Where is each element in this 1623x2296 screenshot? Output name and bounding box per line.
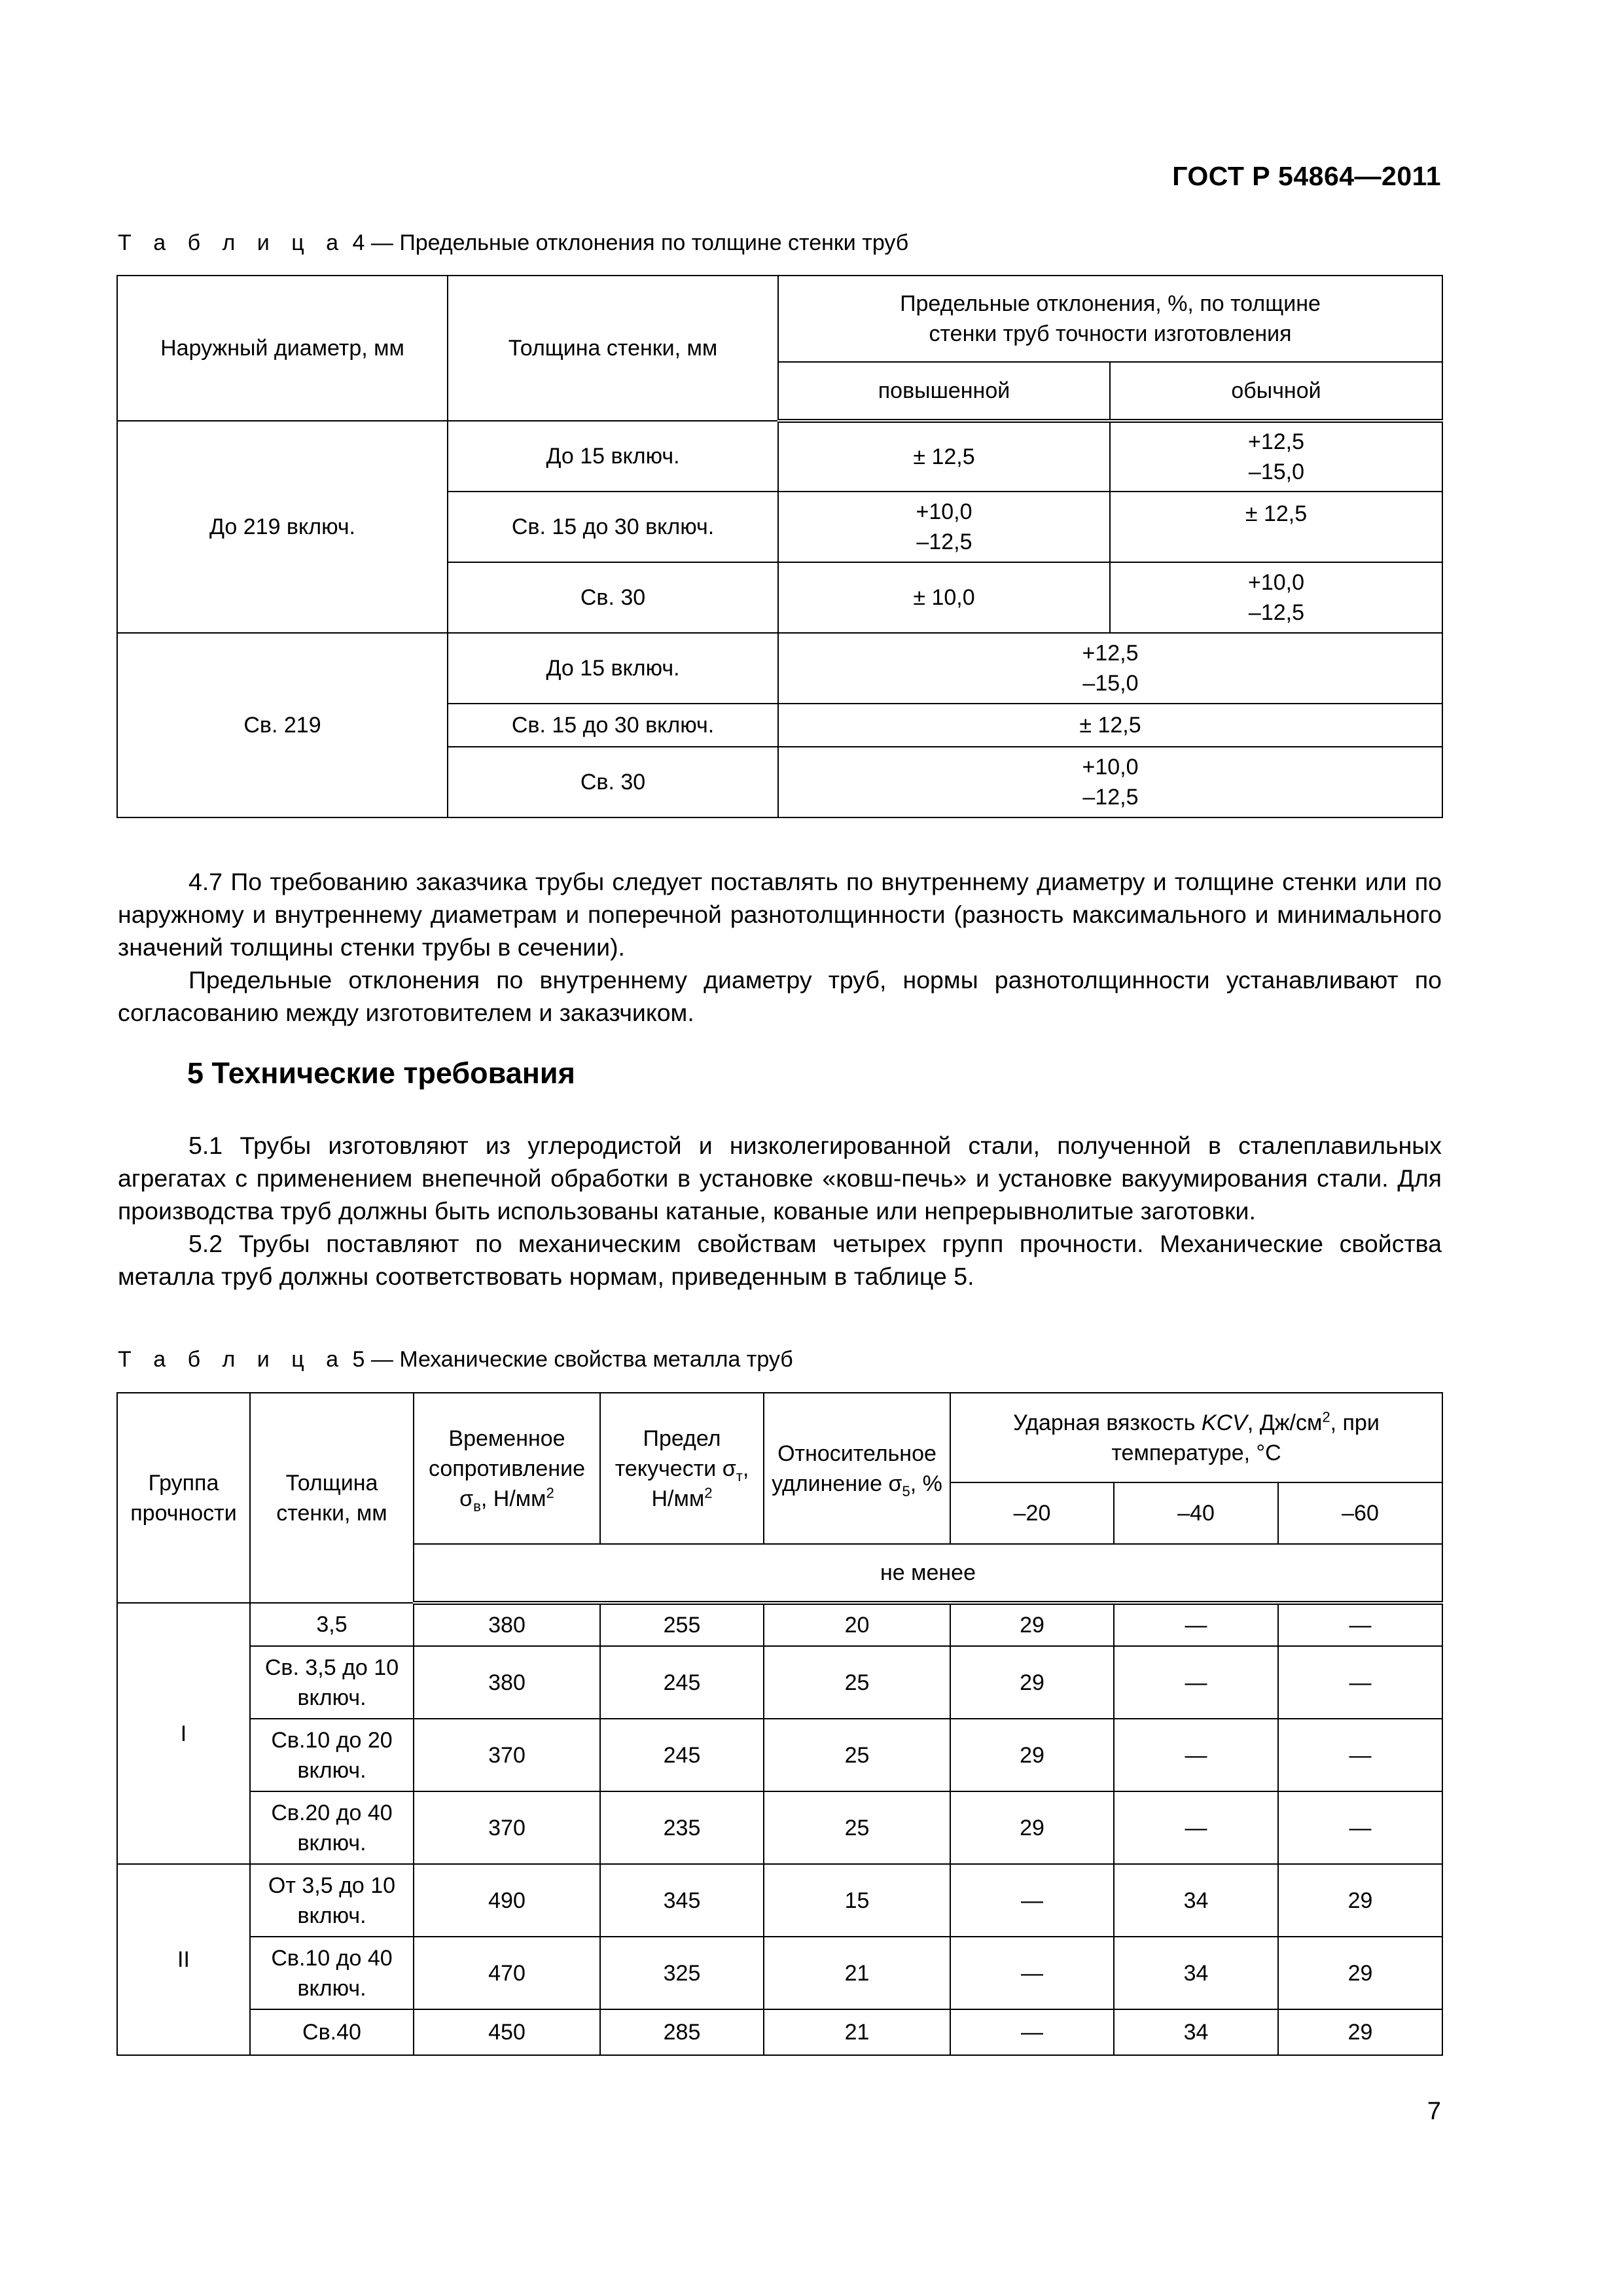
table-row	[117, 2009, 1442, 2055]
tensile-sub: в	[473, 1498, 481, 1515]
cell-tensile: 370	[414, 1791, 600, 1864]
impact-sup: 2	[1322, 1408, 1330, 1426]
cell-kcv-20: —	[950, 1937, 1114, 2009]
cell-thickness: До 15 включ.	[448, 633, 778, 704]
cell-tensile: 450	[414, 2009, 600, 2055]
cell-tensile: 370	[414, 1719, 600, 1791]
table5-caption	[118, 1347, 793, 1372]
cell-thickness: Св. 3,5 до 10 включ.	[250, 1646, 414, 1719]
table-row	[117, 1603, 1442, 1646]
cell-group: II	[117, 1864, 250, 2055]
col-header-tolerance-group: Предельные отклонения, %, по толщине стенки труб точности изготовления	[778, 276, 1442, 362]
cell-kcv-40: 34	[1114, 2009, 1278, 2055]
cell-elongation: 25	[764, 1719, 950, 1791]
col-header-wall-thickness: Толщина стенки, мм	[448, 276, 778, 421]
col-header-minus40: –40	[1114, 1482, 1278, 1544]
impact-label: Ударная вязкость	[1013, 1410, 1202, 1435]
page-number: 7	[1427, 2098, 1441, 2125]
minus-value: –15,0	[1082, 671, 1139, 696]
cell-yield: 245	[600, 1646, 764, 1719]
cell-yield: 345	[600, 1864, 764, 1937]
cell-kcv-60: —	[1278, 1646, 1442, 1719]
cell-both	[778, 747, 1442, 817]
cell-kcv-40: —	[1114, 1603, 1278, 1646]
cell-thickness: Св.10 до 20 включ.	[250, 1719, 414, 1791]
cell-elongation: 21	[764, 1937, 950, 2009]
cell-thickness: Св.40	[250, 2009, 414, 2055]
caption-number: 5	[352, 1347, 365, 1372]
table4-wall-tolerances	[116, 275, 1443, 818]
col-header-elongation	[764, 1393, 950, 1544]
plus-value: +10,0	[1082, 755, 1139, 780]
cell-kcv-20: —	[950, 1864, 1114, 1937]
cell-thickness: Св. 15 до 30 включ.	[448, 492, 778, 562]
cell-increased: ± 10,0	[778, 562, 1110, 633]
cell-yield: 325	[600, 1937, 764, 2009]
col-header-minus60: –60	[1278, 1482, 1442, 1544]
minus-value: –12,5	[916, 529, 972, 554]
cell-thickness: От 3,5 до 10 включ.	[250, 1864, 414, 1937]
table5-mechanical-properties	[116, 1392, 1443, 2056]
cell-kcv-40: —	[1114, 1791, 1278, 1864]
cell-elongation: 20	[764, 1603, 950, 1646]
cell-tensile: 380	[414, 1603, 600, 1646]
elong-label: Относительное удлинение σ	[772, 1441, 936, 1496]
minus-value: –15,0	[1248, 459, 1305, 484]
table-row	[117, 633, 1442, 704]
col-header-normal: обычной	[1110, 362, 1442, 421]
section5-heading: 5 Технические требования	[187, 1056, 575, 1090]
cell-thickness: До 15 включ.	[448, 421, 778, 492]
cell-kcv-60: —	[1278, 1603, 1442, 1646]
cell-kcv-40: 34	[1114, 1937, 1278, 2009]
cell-group: I	[117, 1603, 250, 1864]
cell-tensile: 470	[414, 1937, 600, 2009]
col-header-group: Группа прочности	[117, 1393, 250, 1603]
cell-thickness: Св. 15 до 30 включ.	[448, 704, 778, 747]
col-header-increased: повышенной	[778, 362, 1110, 421]
caption-number: 4	[352, 230, 365, 255]
cell-kcv-40: 34	[1114, 1864, 1278, 1937]
paragraph-5-1: 5.1 Трубы изготовляют из углеродистой и низколегированной стали, полученной в сталеплавильных агрегатах с применением внепечной обработки в установке «ковш-печь» и установке вакуумирования стали. Для производства труб должны быть использованы катаные, кованые или непрерывнолитые заготовки.	[118, 1132, 1442, 1225]
cell-yield: 235	[600, 1791, 764, 1864]
table-row	[117, 1791, 1442, 1864]
paragraph-4-7-continued: Предельные отклонения по внутреннему диаметру труб, нормы разнотолщинности устанавливают по согласованию между изготовителем и заказчиком.	[118, 966, 1442, 1026]
minus-value: –12,5	[1248, 600, 1305, 625]
cell-increased	[778, 492, 1110, 562]
table-row	[117, 1937, 1442, 2009]
caption-text: — Предельные отклонения по толщине стенки труб	[370, 230, 909, 255]
yield-sup: 2	[704, 1484, 713, 1501]
section5-paragraphs	[118, 1129, 1442, 1293]
cell-kcv-40: —	[1114, 1719, 1278, 1791]
col-header-yield	[600, 1393, 764, 1544]
table-row	[117, 1646, 1442, 1719]
section4-paragraphs	[118, 865, 1442, 1029]
col-header-minus20: –20	[950, 1482, 1114, 1544]
cell-elongation: 21	[764, 2009, 950, 2055]
yield-unit: , Н/мм	[651, 1456, 749, 1511]
tensile-unit: , Н/мм	[480, 1486, 546, 1511]
cell-yield: 245	[600, 1719, 764, 1791]
cell-normal	[1110, 562, 1442, 633]
col-header-not-less: не менее	[414, 1544, 1442, 1603]
impact-unit: , Дж/см	[1247, 1410, 1323, 1435]
plus-value: +12,5	[1247, 429, 1305, 454]
minus-value: –12,5	[1082, 785, 1139, 810]
cell-yield: 255	[600, 1603, 764, 1646]
cell-diameter: Св. 219	[117, 633, 448, 817]
yield-label: Предел текучести σ	[615, 1426, 736, 1481]
tensile-label: Временное сопротивление σ	[428, 1426, 586, 1511]
caption-text: — Механические свойства металла труб	[370, 1347, 793, 1372]
elong-sub: 5	[902, 1482, 910, 1499]
cell-thickness: Св. 30	[448, 562, 778, 633]
paragraph-5-2: 5.2 Трубы поставляют по механическим свойствам четырех групп прочности. Механические свойства металла труб должны соответствовать нормам, приведенным в таблице 5.	[118, 1230, 1442, 1290]
plus-value: +10,0	[916, 499, 972, 524]
cell-thickness: Св. 30	[448, 747, 778, 817]
document-standard-id: ГОСТ Р 54864—2011	[1172, 161, 1441, 191]
impact-kcv: KCV	[1201, 1410, 1247, 1435]
cell-normal	[1110, 421, 1442, 492]
cell-kcv-60: 29	[1278, 1864, 1442, 1937]
cell-tensile: 380	[414, 1646, 600, 1719]
col-header-thickness: Толщина стенки, мм	[250, 1393, 414, 1603]
cell-tensile: 490	[414, 1864, 600, 1937]
cell-kcv-20: 29	[950, 1646, 1114, 1719]
cell-increased: ± 12,5	[778, 421, 1110, 492]
table-row	[117, 1719, 1442, 1791]
cell-thickness: Св.10 до 40 включ.	[250, 1937, 414, 2009]
table-row	[117, 421, 1442, 492]
cell-elongation: 25	[764, 1646, 950, 1719]
table4-caption	[118, 230, 908, 256]
tensile-sup: 2	[546, 1484, 554, 1501]
elong-unit: , %	[910, 1471, 942, 1496]
caption-prefix: Т а б л и ц а	[118, 230, 347, 255]
yield-sub: т	[736, 1467, 743, 1484]
cell-both: ± 12,5	[778, 704, 1442, 747]
cell-both	[778, 633, 1442, 704]
cell-kcv-60: —	[1278, 1719, 1442, 1791]
cell-kcv-20: 29	[950, 1603, 1114, 1646]
plus-value: +12,5	[1082, 641, 1139, 666]
cell-elongation: 15	[764, 1864, 950, 1937]
col-header-outer-diameter: Наружный диаметр, мм	[117, 276, 448, 421]
cell-elongation: 25	[764, 1791, 950, 1864]
cell-kcv-60: 29	[1278, 2009, 1442, 2055]
cell-kcv-20: 29	[950, 1791, 1114, 1864]
cell-diameter: До 219 включ.	[117, 421, 448, 633]
cell-kcv-20: —	[950, 2009, 1114, 2055]
paragraph-4-7: 4.7 По требованию заказчика трубы следует поставлять по внутреннему диаметру и толщине стенки или по наружному и внутреннему диаметрам и поперечной разнотолщинности (разность максимального и минимального значений толщины стенки трубы в сечении).	[118, 868, 1442, 961]
cell-kcv-60: 29	[1278, 1937, 1442, 2009]
col-header-tensile	[414, 1393, 600, 1544]
cell-kcv-40: —	[1114, 1646, 1278, 1719]
cell-yield: 285	[600, 2009, 764, 2055]
plus-value: +10,0	[1247, 570, 1305, 595]
impact-temp: , при температуре, °С	[1111, 1410, 1380, 1465]
cell-normal: ± 12,5	[1110, 492, 1442, 562]
caption-prefix: Т а б л и ц а	[118, 1347, 347, 1372]
cell-thickness: 3,5	[250, 1603, 414, 1646]
cell-thickness: Св.20 до 40 включ.	[250, 1791, 414, 1864]
cell-kcv-20: 29	[950, 1719, 1114, 1791]
col-header-impact	[950, 1393, 1442, 1482]
cell-kcv-60: —	[1278, 1791, 1442, 1864]
table-row	[117, 1864, 1442, 1937]
